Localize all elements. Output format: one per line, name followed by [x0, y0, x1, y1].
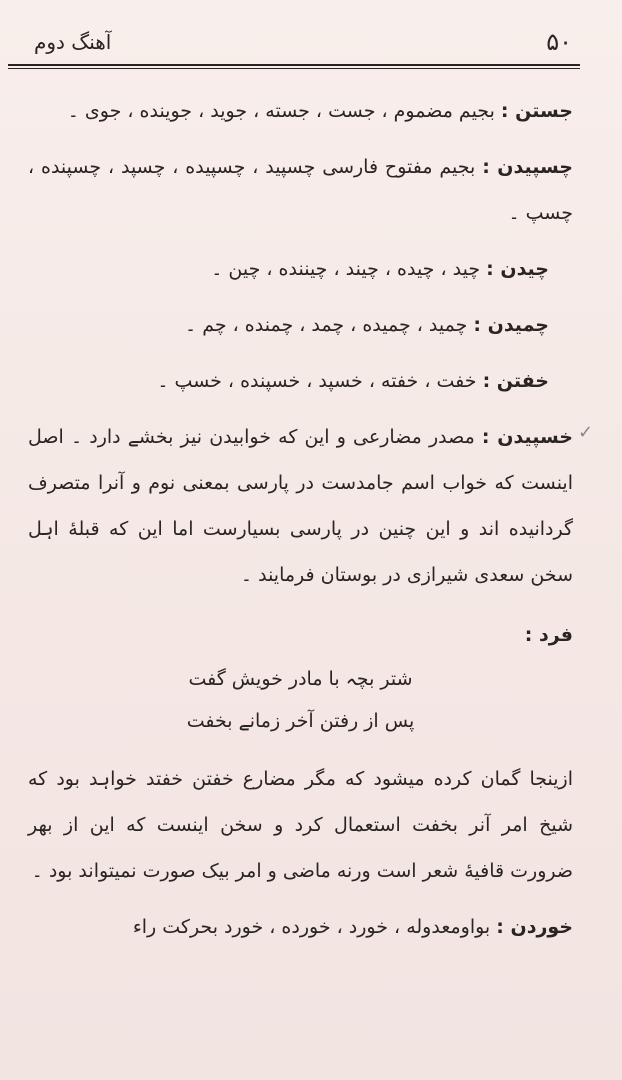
entry-khordan — [28, 904, 573, 950]
page-header — [10, 22, 580, 66]
page-body — [28, 88, 573, 960]
entry-chamidan — [28, 302, 573, 348]
entry-term: چسپیدن : — [482, 156, 573, 178]
verse-label: فرد : — [524, 624, 573, 646]
entry-text: چید ، چیده ، چیند ، چیننده ، چین ۔ — [211, 258, 487, 280]
verse-line-1: شتر بچہ با مادر خویش گفت — [188, 668, 413, 690]
entry-khospidan — [28, 414, 573, 598]
entry-term: خوردن : — [496, 916, 573, 938]
entry-text: مصدر مضارعی و این که خوابیدن نیز بخشے دارد ۔ اصل اینست که خواب اسم جامدست در پارسی بمعنی نوم و آنرا متصرف گردانیده اند و این چنین در پارسی بسیارست اما این که قبلهٔ اہل سخن سعدی شیرازی در بوستان فرمایند ۔ — [28, 426, 573, 586]
entry-term: خسپیدن : — [481, 426, 573, 448]
entry-chidan — [28, 246, 573, 292]
running-head: آهنگ دوم — [34, 30, 112, 54]
entry-term: چمیدن : — [473, 314, 549, 336]
entry-text: خفت ، خفته ، خسپد ، خسپنده ، خسپ ۔ — [157, 370, 483, 392]
entry-text: چمید ، چمیده ، چمد ، چمنده ، چم ۔ — [185, 314, 474, 336]
entry-khoftan — [28, 358, 573, 404]
entry-chaspidan — [28, 144, 573, 236]
entry-term: جستن : — [500, 100, 573, 122]
verse-line-2: پس از رفتن آخر زمانے بخفت — [186, 710, 415, 732]
entry-term: خفتن : — [482, 370, 549, 392]
commentary-text: ازینجا گمان کرده میشود که مگر مضارع خفتن خفتد خواہد بود که شیخ امر آنر بخفت استعمال کرد و سخن اینست که این از بهر ضرورت قافیهٔ شعر است ورنه ماضی و امر بیک صورت نمیتواند بود ۔ — [28, 768, 573, 882]
header-rule — [8, 64, 580, 69]
margin-check-mark: ✓ — [578, 422, 594, 443]
commentary-paragraph — [28, 756, 573, 894]
page-number: ۵۰ — [546, 28, 572, 56]
entry-text: بجیم مضموم ، جست ، جسته ، جوید ، جوینده ، جوی ۔ — [67, 100, 501, 122]
entry-text: بجیم مفتوح فارسی چسپید ، چسپیده ، چسپد ، چسپنده ، چسپ ۔ — [28, 156, 573, 224]
entry-term: چیدن : — [486, 258, 549, 280]
entry-text: بواومعدوله ، خورد ، خورده ، خورد بحرکت راء — [132, 916, 497, 938]
entry-jostan — [28, 88, 573, 134]
